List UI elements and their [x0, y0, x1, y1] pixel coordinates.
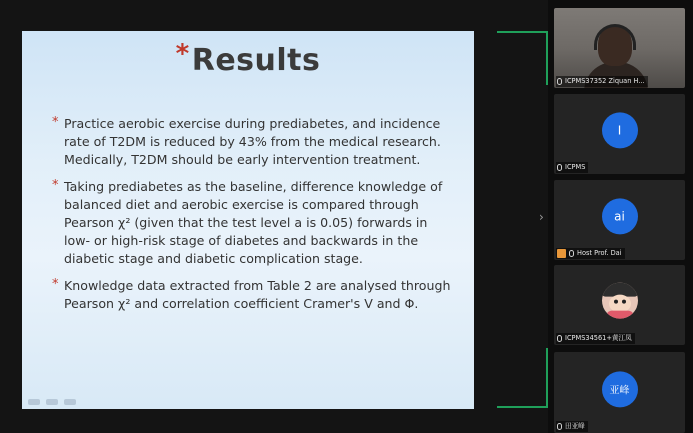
participant-name-tag: [556, 333, 635, 344]
speaker-frame-top: [497, 31, 548, 33]
participant-name: 田亚峰: [565, 422, 585, 430]
avatar-eye-left: [614, 300, 618, 304]
slide-nav-next-icon[interactable]: [64, 399, 76, 405]
bullet-star-icon: *: [52, 178, 59, 193]
participant-tile[interactable]: [554, 352, 685, 433]
participant-name-tag: [556, 76, 648, 87]
participant-tile[interactable]: [554, 265, 685, 345]
cartoon-avatar-icon: [602, 283, 638, 319]
participant-tile-video[interactable]: [554, 8, 685, 88]
mic-icon: [557, 423, 562, 430]
slide-title: [22, 39, 474, 78]
bullet-list: [54, 115, 454, 322]
host-badge-icon: [557, 249, 566, 258]
participant-panel: [552, 0, 693, 433]
mic-icon: [557, 335, 562, 342]
bullet-star-icon: *: [52, 277, 59, 292]
participant-name-tag: [556, 248, 625, 259]
speaker-frame-bottom: [497, 406, 548, 408]
slide-nav-prev-icon[interactable]: [28, 399, 40, 405]
bullet-item: [54, 277, 454, 313]
bullet-text: Knowledge data extracted from Table 2 are analysed through Pearson χ² and correlation coefficient Cramer's V and Φ.: [64, 278, 451, 311]
presentation-slide: [22, 31, 474, 409]
mic-icon: [557, 78, 562, 85]
bullet-text: Practice aerobic exercise during prediabetes, and incidence rate of T2DM is reduced by 43% from the medical research. Medically, T2DM should be early intervention treatment.: [64, 116, 441, 167]
slide-title-text: Results: [191, 43, 321, 78]
headset-icon: [594, 24, 636, 50]
participant-avatar: ai: [602, 198, 638, 234]
mic-icon: [569, 250, 574, 257]
speaker-frame-right-top: [546, 31, 548, 85]
participant-name: Host Prof. Dai: [577, 249, 622, 257]
bullet-text: Taking prediabetes as the baseline, difference knowledge of balanced diet and aerobic exercise is compared through Pearson χ² (given that the test level a is 0.05) forwards in low- or high-risk stage of diabetes and backwards in the diabetic stage and diabetic complication stage.: [64, 179, 443, 266]
participant-name: ICPMS34561+黄江凤: [565, 334, 632, 342]
slide-nav-menu-icon[interactable]: [46, 399, 58, 405]
participant-name-tag: [556, 421, 588, 432]
participant-avatar: I: [602, 112, 638, 148]
panel-expand-icon[interactable]: ›: [539, 210, 544, 224]
bullet-item: [54, 178, 454, 268]
mic-icon: [557, 164, 562, 171]
speaker-frame-right-bottom: [546, 348, 548, 408]
participant-name: ICPMS37352 Ziquan H...: [565, 77, 645, 85]
bullet-star-icon: *: [52, 115, 59, 130]
avatar-shirt: [606, 311, 634, 319]
avatar-eye-right: [622, 300, 626, 304]
participant-avatar: 亚峰: [602, 371, 638, 407]
participant-tile[interactable]: [554, 94, 685, 174]
participant-name: ICPMS: [565, 163, 586, 171]
participant-tile-host[interactable]: [554, 180, 685, 260]
slide-nav-controls: [28, 399, 76, 405]
title-star-icon: *: [175, 39, 190, 69]
participant-name-tag: [556, 162, 588, 173]
bullet-item: [54, 115, 454, 169]
